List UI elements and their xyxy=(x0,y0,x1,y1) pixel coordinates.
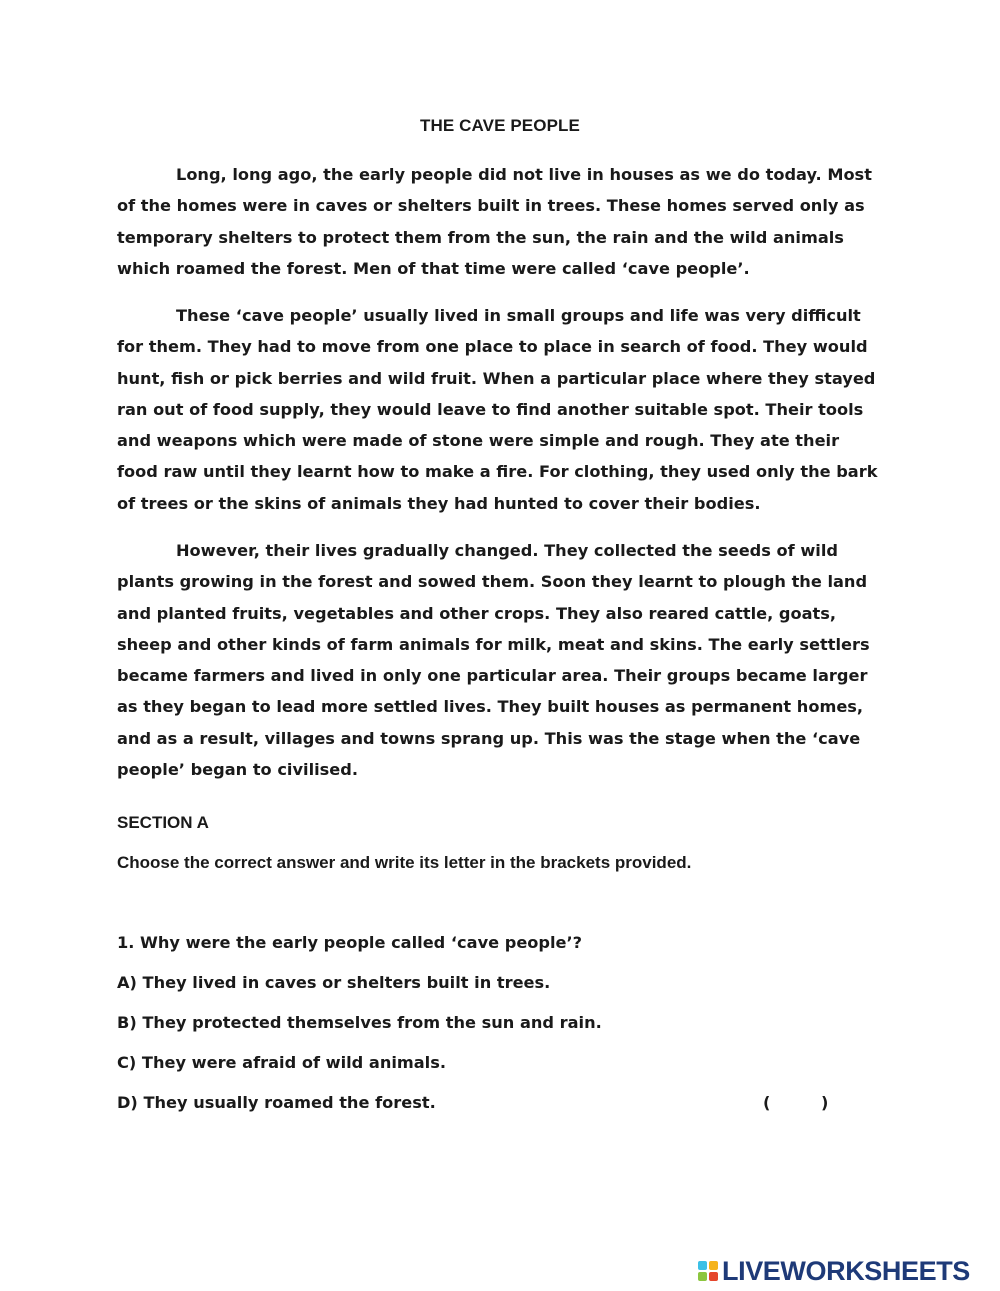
logo-text: LIVEWORKSHEETS xyxy=(722,1255,970,1286)
option-a: A) They lived in caves or shelters built in trees. xyxy=(117,973,551,992)
paragraph-text: Long, long ago, the early people did not live in houses as we do today. Most of the homes were in caves or shelters built in trees. These homes served only as temporary shelters to protect them from the sun, the rain and the wild animals which roamed the forest. Men of that time were called ‘cave people’. xyxy=(117,165,872,278)
paragraph-text: These ‘cave people’ usually lived in small groups and life was very difficult for them. They had to move from one place to place in search of food. They would hunt, fish or pick berries and wild fruit. When a particular place where they stayed ran out of food supply, they would leave to find another suitable spot. Their tools and weapons which were made of stone were simple and rough. They ate their food raw until they learnt how to make a fire. For clothing, they used only the bark of trees or the skins of animals they had hunted to cover their bodies. xyxy=(117,306,878,513)
option-b: B) They protected themselves from the sun and rain. xyxy=(117,1013,602,1032)
passage-paragraph-1 xyxy=(117,159,885,284)
section-instruction: Choose the correct answer and write its letter in the brackets provided. xyxy=(117,853,692,872)
passage-paragraph-3 xyxy=(117,535,885,785)
page-title: THE CAVE PEOPLE xyxy=(420,116,580,135)
section-heading: SECTION A xyxy=(117,813,209,832)
liveworksheets-logo xyxy=(698,1256,970,1286)
answer-bracket-close: ) xyxy=(821,1093,829,1112)
option-c: C) They were afraid of wild animals. xyxy=(117,1053,447,1072)
answer-bracket-open: ( xyxy=(763,1093,771,1112)
passage-paragraph-2 xyxy=(117,300,885,519)
logo-blocks-icon xyxy=(698,1261,718,1281)
option-d: D) They usually roamed the forest. xyxy=(117,1093,436,1112)
paragraph-text: However, their lives gradually changed. They collected the seeds of wild plants growing in the forest and sowed them. Soon they learnt to plough the land and planted fruits, vegetables and other crops. They also reared cattle, goats, sheep and other kinds of farm animals for milk, meat and skins. The early settlers became farmers and lived in only one particular area. Their groups became larger as they began to lead more settled lives. They built houses as permanent homes, and as a result, villages and towns sprang up. This was the stage when the ‘cave people’ began to civilised. xyxy=(117,541,870,780)
answer-field[interactable] xyxy=(774,1091,818,1117)
question-stem: 1. Why were the early people called ‘cave people’? xyxy=(117,933,583,952)
